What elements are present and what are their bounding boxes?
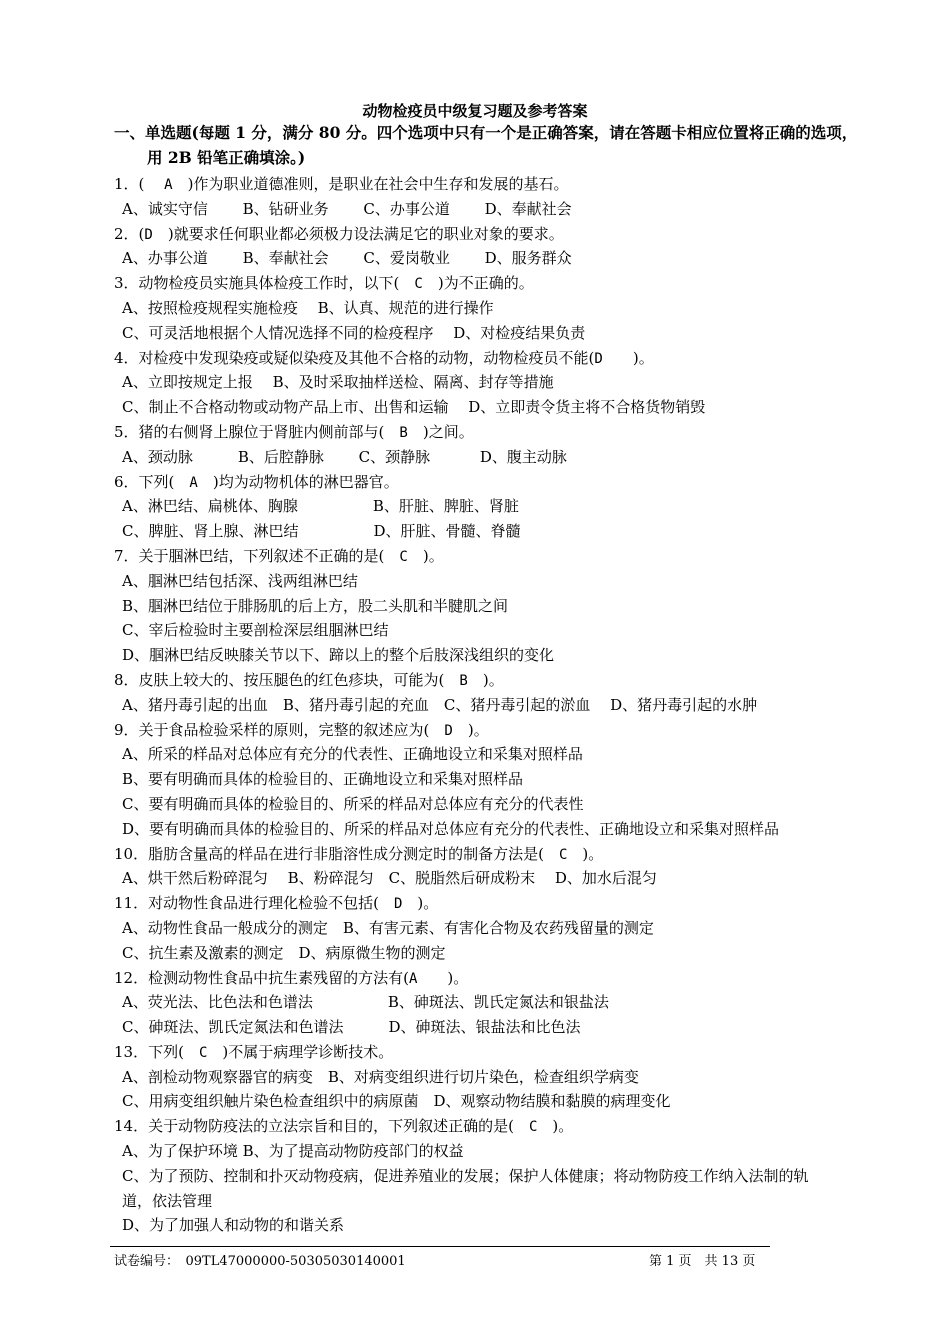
option-line [114, 296, 874, 321]
line-text: A、按照检疫规程实施检疫 B、认真、规范的进行操作 [122, 298, 494, 317]
line-text: A、颈动脉 B、后腔静脉 C、颈静脉 D、腹主动脉 [122, 447, 567, 466]
option-line [114, 519, 874, 544]
option-line [114, 594, 874, 619]
line-text: 3．动物检疫员实施具体检疫工作时，以下( [114, 274, 415, 293]
line-text: C、宰后检验时主要剖检深层组腘淋巴结 [122, 621, 389, 640]
answer-letter: A [408, 970, 418, 987]
section-heading-line1: 一、单选题(每题 1 分，满分 80 分。四个选项中只有一个是正确答案，请在答题卡相应位置将正确的选项， [114, 123, 858, 142]
question-line [114, 470, 874, 495]
option-line [114, 1015, 874, 1040]
question-line [114, 271, 874, 296]
line-text: A、办事公道 B、奉献社会 C、爱岗敬业 D、服务群众 [122, 249, 572, 268]
question-line [114, 891, 874, 916]
line-text: )。 [417, 968, 469, 987]
question-line [114, 668, 874, 693]
question-line [114, 842, 874, 867]
line-text: A、诚实守信 B、钻研业务 C、办事公道 D、奉献社会 [122, 199, 572, 218]
option-line [114, 1213, 874, 1238]
line-text: A、为了保护环境 B、为了提高动物防疫部门的权益 [122, 1142, 464, 1161]
line-text: A、所采的样品对总体应有充分的代表性、正确地设立和采集对照样品 [122, 745, 583, 764]
line-text: 1．( [114, 175, 165, 193]
option-line [114, 866, 874, 891]
line-text: )。 [407, 546, 444, 565]
line-text: )。 [602, 348, 654, 367]
answer-letter: C [414, 276, 423, 293]
line-text: 10．脂肪含量高的样品在进行非脂溶性成分测定时的制备方法是( [114, 844, 559, 863]
line-text: C、要有明确而具体的检验目的、所采的样品对总体应有充分的代表性 [122, 794, 584, 813]
line-text: 4．对检疫中发现染疫或疑似染疫及其他不合格的动物，动物检疫员不能( [114, 348, 595, 367]
line-text: 11．对动物性食品进行理化检验不包括( [114, 894, 394, 913]
option-line [114, 246, 874, 271]
line-text: )不属于病理学诊断技术。 [207, 1042, 394, 1061]
option-line [114, 1139, 874, 1164]
line-text: )。 [467, 670, 504, 689]
line-text: 6．下列( [114, 472, 190, 491]
answer-letter: B [459, 672, 468, 689]
footer-divider [110, 1246, 770, 1247]
question-line [114, 544, 874, 569]
line-text: C、抗生素及激素的测定 D、病原微生物的测定 [122, 943, 446, 962]
line-text: D、为了加强人和动物的和谐关系 [122, 1216, 345, 1235]
section-heading-line2: 用 2B 铅笔正确填涂。) [147, 148, 306, 167]
option-line [114, 321, 874, 346]
line-text: A、猪丹毒引起的出血 B、猪丹毒引起的充血 C、猪丹毒引起的淤血 D、猪丹毒引起的水肿 [122, 695, 758, 714]
option-line [114, 618, 874, 643]
option-line [114, 792, 874, 817]
line-text: )。 [567, 844, 604, 863]
line-text: 7．关于腘淋巴结，下列叙述不正确的是( [114, 546, 400, 565]
option-line [114, 1164, 874, 1189]
line-text: 12．检测动物性食品中抗生素残留的方法有( [114, 968, 409, 987]
answer-letter: A [164, 177, 173, 193]
exam-code: 试卷编号： 09TL47000000-50305030140001 [114, 1254, 406, 1269]
line-text: )为不正确的。 [422, 274, 534, 293]
option-continuation-line [114, 1189, 874, 1214]
line-text: A、立即按规定上报 B、及时采取抽样送检、隔离、封存等措施 [122, 373, 554, 392]
option-line [114, 941, 874, 966]
answer-letter: C [399, 548, 408, 565]
option-line [114, 742, 874, 767]
option-line [114, 990, 874, 1015]
line-text: D、要有明确而具体的检验目的、所采的样品对总体应有充分的代表性、正确地设立和采集对照样品 [122, 819, 780, 838]
option-line [114, 1065, 874, 1090]
option-line [114, 817, 874, 842]
option-line [114, 395, 874, 420]
line-text: )作为职业道德准则，是职业在社会中生存和发展的基石。 [172, 175, 569, 193]
answer-letter: C [528, 1119, 538, 1136]
question-line [114, 346, 874, 371]
line-text: C、制止不合格动物或动物产品上市、出售和运输 D、立即责令货主将不合格货物销毁 [122, 398, 706, 417]
line-text: A、荧光法、比色法和色谱法 B、砷斑法、凯氏定氮法和银盐法 [122, 993, 609, 1012]
document-title: 动物检疫员中级复习题及参考答案 [362, 102, 588, 120]
option-line [114, 494, 874, 519]
line-text: 14．关于动物防疫法的立法宗旨和目的，下列叙述正确的是( [114, 1117, 529, 1136]
line-text: 2．( [114, 224, 145, 243]
question-line [114, 222, 874, 247]
answer-letter: B [399, 424, 408, 441]
line-text: 5．猪的右侧肾上腺位于肾脏内侧前部与( [114, 422, 400, 441]
option-line [114, 916, 874, 941]
line-text: )均为动物机体的淋巴器官。 [197, 472, 399, 491]
line-text: )就要求任何职业都必须极力设法满足它的职业对象的要求。 [152, 224, 564, 243]
line-text: )。 [452, 720, 489, 739]
line-text: )。 [537, 1117, 574, 1136]
section-heading [114, 120, 874, 170]
answer-letter: C [198, 1044, 208, 1061]
question-line [114, 1040, 874, 1065]
option-line [114, 197, 874, 222]
line-text: C、可灵活地根据个人情况选择不同的检疫程序 D、对检疫结果负责 [122, 323, 586, 342]
line-text: 13．下列( [114, 1042, 199, 1061]
page-number: 第 1 页 共 13 页 [649, 1254, 756, 1269]
question-line [114, 718, 874, 743]
line-text: C、砷斑法、凯氏定氮法和色谱法 D、砷斑法、银盐法和比色法 [122, 1018, 581, 1037]
line-text: C、脾脏、肾上腺、淋巴结 D、肝脏、骨髓、脊髓 [122, 522, 521, 541]
question-list [114, 172, 874, 1238]
question-line [114, 420, 874, 445]
line-text: A、腘淋巴结包括深、浅两组淋巴结 [122, 571, 358, 590]
line-text: 9．关于食品检验采样的原则，完整的叙述应为( [114, 720, 445, 739]
answer-letter: D [594, 350, 603, 367]
answer-letter: A [189, 474, 198, 491]
line-text: A、烘干然后粉碎混匀 B、粉碎混匀 C、脱脂然后研成粉末 D、加水后混匀 [122, 869, 657, 888]
line-text: A、淋巴结、扁桃体、胸腺 B、肝脏、脾脏、肾脏 [122, 497, 519, 516]
line-text: B、要有明确而具体的检验目的、正确地设立和采集对照样品 [122, 770, 524, 789]
question-line [114, 1114, 874, 1139]
answer-letter: C [558, 846, 568, 863]
answer-letter: D [144, 226, 153, 243]
answer-letter: D [393, 896, 403, 913]
option-line [114, 569, 874, 594]
answer-letter: D [444, 722, 453, 739]
line-text: B、腘淋巴结位于腓肠肌的后上方，股二头肌和半腱肌之间 [122, 596, 509, 615]
option-line [114, 370, 874, 395]
line-text: )之间。 [407, 422, 474, 441]
line-text: 8．皮肤上较大的、按压腿色的红色疹块，可能为( [114, 670, 460, 689]
line-text: 道，依法管理 [122, 1191, 213, 1210]
line-text: D、腘淋巴结反映膝关节以下、蹄以上的整个后肢深浅组织的变化 [122, 646, 555, 665]
option-line [114, 445, 874, 470]
option-line [114, 693, 874, 718]
option-line [114, 1089, 874, 1114]
option-line [114, 643, 874, 668]
line-text: )。 [402, 894, 439, 913]
line-text: A、动物性食品一般成分的测定 B、有害元素、有害化合物及农药残留量的测定 [122, 918, 654, 937]
line-text: C、用病变组织触片染色检查组织中的病原菌 D、观察动物结膜和黏膜的病理变化 [122, 1092, 671, 1111]
line-text: A、剖检动物观察器官的病变 B、对病变组织进行切片染色，检查组织学病变 [122, 1067, 639, 1086]
line-text: C、为了预防、控制和扑灭动物疫病，促进养殖业的发展；保护人体健康；将动物防疫工作纳入法制的轨 [122, 1166, 809, 1185]
question-line [114, 966, 874, 991]
question-line [114, 172, 874, 197]
option-line [114, 767, 874, 792]
